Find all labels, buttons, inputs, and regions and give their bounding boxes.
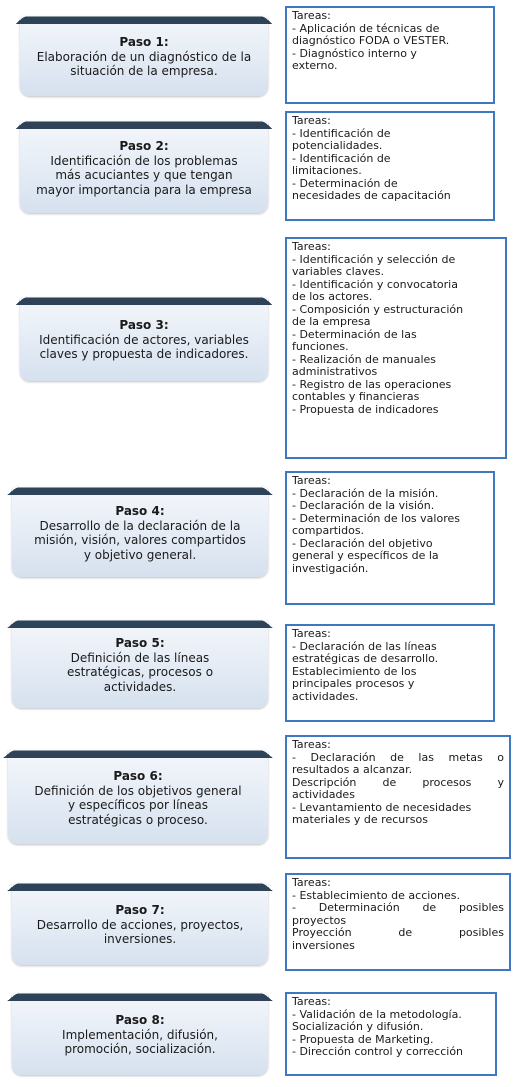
step-5-description: Definición de las líneas estratégicas, procesos o actividades. bbox=[66, 650, 214, 694]
task-line: contables y financieras bbox=[292, 390, 420, 403]
task-line: actividades. bbox=[292, 689, 359, 703]
task-line: - Realización de manuales bbox=[292, 352, 436, 366]
step-3-box bbox=[20, 297, 268, 381]
task-line: - Identificación y selección de bbox=[292, 252, 456, 266]
task-line: de los actores. bbox=[292, 290, 373, 303]
tasks-6-header: Tareas: bbox=[292, 738, 331, 751]
step-7-title: Paso 7: bbox=[115, 903, 165, 918]
step-2-box bbox=[20, 121, 268, 213]
tasks-2-header: Tareas: bbox=[292, 114, 331, 127]
task-line: - Identificación y convocatoria bbox=[292, 277, 458, 291]
task-line: - Determinación de las bbox=[292, 327, 417, 341]
step-7-box bbox=[12, 883, 268, 965]
step-1-box bbox=[20, 16, 268, 96]
task-line: actividades bbox=[292, 788, 355, 801]
task-line: investigación. bbox=[292, 561, 369, 575]
tasks-1-header: Tareas: bbox=[292, 9, 331, 22]
tasks-8-box bbox=[285, 992, 497, 1076]
step-3-title: Paso 3: bbox=[119, 318, 169, 333]
task-line: resultados a alcanzar. bbox=[292, 763, 413, 776]
step-2-title: Paso 2: bbox=[119, 139, 169, 153]
task-line: variables claves. bbox=[292, 265, 384, 278]
step-1-description: Elaboración de un diagnóstico de la situación de la empresa. bbox=[36, 49, 252, 79]
step-6-title: Paso 6: bbox=[113, 769, 163, 783]
step-6-box bbox=[8, 750, 268, 844]
task-line: materiales y de recursos bbox=[292, 813, 428, 826]
task-line: - Declaración de la misión. bbox=[292, 486, 439, 500]
task-line: - Composición y estructuración bbox=[292, 302, 464, 316]
task-line: - Validación de la metodología. bbox=[292, 1007, 462, 1021]
tasks-5-header: Tareas: bbox=[292, 627, 331, 640]
task-line: funciones. bbox=[292, 340, 349, 353]
task-line: general y específicos de la bbox=[292, 549, 439, 562]
task-line: externo. bbox=[292, 59, 338, 72]
task-line: de la empresa bbox=[292, 315, 371, 328]
task-line: administrativos bbox=[292, 365, 378, 378]
tasks-4-header: Tareas: bbox=[292, 474, 331, 487]
task-line: - Declaración de las líneas bbox=[292, 639, 437, 653]
tasks-1-box bbox=[285, 6, 495, 104]
task-line: principales procesos y bbox=[292, 677, 415, 690]
task-line: - Declaración de las metas o bbox=[292, 750, 504, 764]
tasks-3-box bbox=[285, 237, 507, 459]
task-line: - Determinación de los valores bbox=[292, 511, 460, 525]
tasks-7-box bbox=[285, 873, 511, 971]
task-line: - Determinación de bbox=[292, 176, 398, 190]
step-3-description: Identificación de actores, variables claves y propuesta de indicadores. bbox=[39, 332, 249, 362]
task-line: potencialidades. bbox=[292, 139, 383, 152]
task-line: - Determinación de posibles bbox=[292, 901, 504, 914]
step-8-title: Paso 8: bbox=[115, 1013, 165, 1028]
step-5-box bbox=[12, 620, 268, 708]
task-line: limitaciones. bbox=[292, 164, 362, 177]
step-8-box bbox=[12, 993, 268, 1075]
task-line: Socialización y difusión. bbox=[292, 1020, 424, 1033]
task-line: - Aplicación de técnicas de bbox=[292, 21, 440, 35]
task-line: proyectos bbox=[292, 913, 347, 927]
step-4-description: Desarrollo de la declaración de la misión, visión, valores compartidos y objetivo general. bbox=[34, 518, 246, 562]
tasks-6-box bbox=[285, 735, 511, 859]
tasks-3-header: Tareas: bbox=[292, 240, 331, 253]
task-line: necesidades de capacitación bbox=[292, 189, 451, 202]
task-line: - Declaración del objetivo bbox=[292, 536, 433, 550]
step-4-box bbox=[12, 487, 268, 577]
task-line: - Propuesta de Marketing. bbox=[292, 1032, 434, 1046]
tasks-2-box bbox=[285, 111, 495, 221]
tasks-8-header: Tareas: bbox=[292, 995, 331, 1008]
task-line: Establecimiento de los bbox=[292, 664, 417, 678]
task-line: - Identificación de bbox=[292, 151, 391, 165]
task-line: diagnóstico FODA o VESTER. bbox=[292, 34, 450, 47]
task-line: estratégicas de desarrollo. bbox=[292, 652, 439, 665]
task-line: - Levantamiento de necesidades bbox=[292, 800, 472, 814]
task-line: compartidos. bbox=[292, 524, 365, 537]
step-7-description: Desarrollo de acciones, proyectos, inversiones. bbox=[36, 917, 244, 947]
task-line: - Identificación de bbox=[292, 126, 391, 140]
task-line: - Declaración de la visión. bbox=[292, 499, 435, 512]
task-line: - Dirección control y corrección bbox=[292, 1045, 464, 1058]
task-line: Descripción de procesos y bbox=[292, 775, 504, 789]
tasks-4-box bbox=[285, 471, 495, 605]
step-5-title: Paso 5: bbox=[115, 636, 165, 650]
tasks-5-box bbox=[285, 624, 495, 722]
task-line: - Diagnóstico interno y bbox=[292, 46, 417, 60]
task-line: - Propuesta de indicadores bbox=[292, 402, 439, 416]
step-4-title: Paso 4: bbox=[115, 504, 165, 518]
task-line: inversiones bbox=[292, 938, 355, 952]
step-8-description: Implementación, difusión, promoción, socialización. bbox=[62, 1027, 218, 1057]
task-line: Proyección de posibles bbox=[292, 926, 504, 939]
task-line: - Registro de las operaciones bbox=[292, 377, 452, 391]
step-6-description: Definición de los objetivos general y específicos por líneas estratégicas o proceso. bbox=[34, 783, 242, 827]
tasks-7-header: Tareas: bbox=[292, 876, 331, 889]
step-1-title: Paso 1: bbox=[119, 35, 169, 50]
task-line: - Establecimiento de acciones. bbox=[292, 888, 460, 902]
step-2-description: Identificación de los problemas más acuciantes y que tengan mayor importancia para la empresa bbox=[36, 153, 252, 197]
